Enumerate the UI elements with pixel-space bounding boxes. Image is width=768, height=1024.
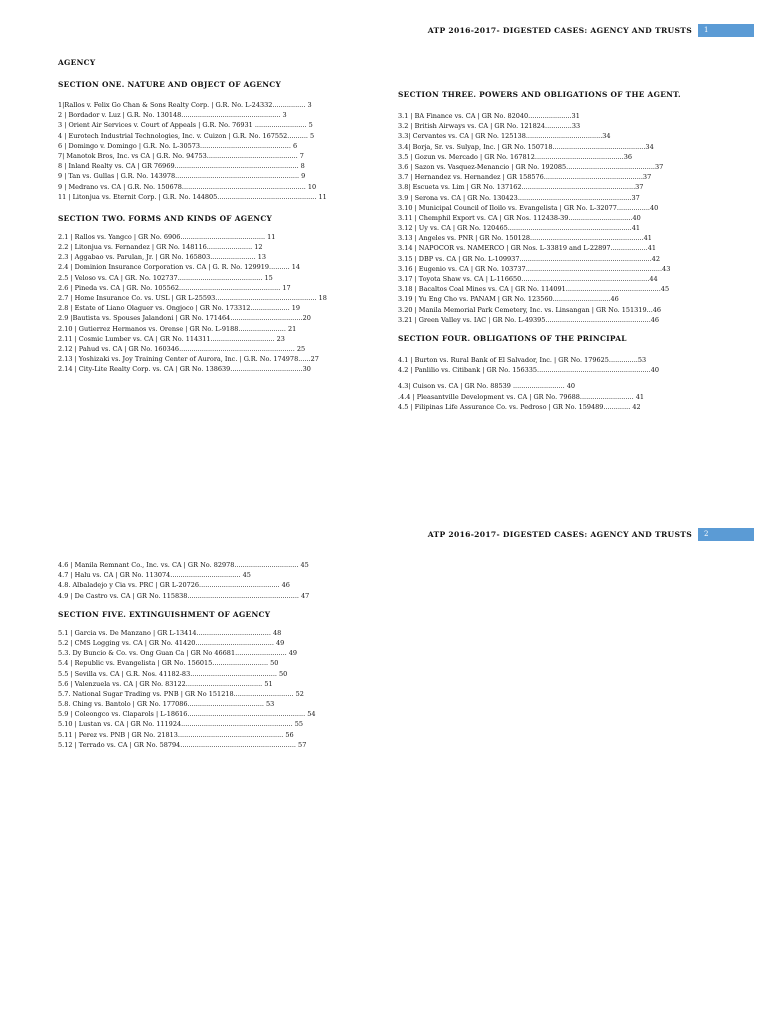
- toc-entry: 2.3 | Aggabao vs. Parulan, Jr. | GR No. 165803...................... 13: [58, 253, 266, 262]
- header-title: ATP 2016-2017- DIGESTED CASES: AGENCY AND TRUSTS: [427, 529, 692, 539]
- toc-entry: 2.5 | Veloso vs. CA | GR. No. 102737......................................... 15: [58, 273, 273, 282]
- toc-entry: 4.8. Albaladejo y Cia vs. PRC | GR L-20726....................................... 46: [58, 581, 290, 590]
- page-number-badge: 2: [698, 528, 754, 541]
- toc-entry: 4.6 | Manila Remnant Co., Inc. vs. CA | GR No. 82978............................... 45: [58, 561, 309, 569]
- section-four-list-continued: [398, 381, 728, 412]
- toc-entry: 5.1 | Garcia vs. De Manzano | GR L-13414.................................... 48: [58, 628, 282, 637]
- toc-entry: 4.1 | Burton vs. Rural Bank of El Salvador, Inc. | GR No. 179625..............53: [398, 355, 647, 364]
- toc-entry: 2.8 | Estate of Liano Olaguer vs. Ongjoco | GR No. 173312................... 19: [58, 304, 301, 313]
- toc-entry: 3.16 | Eugenio vs. CA | GR No. 103737..................................................................43: [398, 264, 671, 273]
- toc-entry: 2.7 | Home Insurance Co. vs. USL | GR L-25593................................................. 18: [58, 294, 327, 302]
- toc-entry: 5.5 | Sevilla vs. CA | G.R. Nos. 41182-83.......................................... 50: [58, 669, 288, 678]
- toc-entry: .4.4 | Pleasantville Development vs. CA | GR No. 79688.......................... 41: [398, 392, 644, 401]
- page-number-badge: 1: [698, 24, 754, 37]
- section-one-list: [58, 100, 376, 202]
- toc-entry: 1|Rallos v. Felix Go Chan & Sons Realty Corp. | G.R. No. L-24332................ 3: [58, 101, 312, 109]
- toc-entry: 3.3| Cervantes vs. CA | GR No. 125138.....................................34: [398, 132, 611, 141]
- toc-entry: 9 | Medrano vs. CA | G.R. No. 150678............................................................ 10: [58, 182, 317, 191]
- toc-entry: 4.3| Cuison vs. CA | GR No. 88539 ......................... 40: [398, 382, 575, 391]
- toc-entry: 4.5 | Filipinas Life Assurance Co. vs. Pedroso | GR No. 159489............. 42: [398, 402, 641, 411]
- toc-entry: 3.11 | Chemphil Export vs. CA | GR Nos. 112438-39...............................40: [398, 213, 641, 222]
- toc-entry: 3.21 | Green Valley vs. IAC | GR No. L-49395...................................................46: [398, 315, 660, 324]
- section-two-list: [58, 232, 376, 375]
- toc-entry: 2.13 | Yoshizaki vs. Joy Training Center of Aurora, Inc. | G.R. No. 174978......27: [58, 355, 319, 364]
- toc-entry: 5.3. Dy Buncio & Co. vs. Ong Guan Ca | GR No 46681......................... 49: [58, 649, 298, 658]
- toc-entry: 2.6 | Pineda vs. CA | GR. No. 105562................................................. 17: [58, 283, 291, 292]
- section-four-list: [398, 355, 728, 375]
- toc-entry: 9 | Tan vs. Gullas | G.R. No. 143978............................................................ 9: [58, 172, 306, 181]
- section-five-heading: SECTION FIVE. EXTINGUISHMENT OF AGENCY: [58, 609, 271, 619]
- toc-entry: 5.12 | Terrado vs. CA | GR No. 58794........................................................ 57: [58, 740, 307, 749]
- toc-entry: 3.13 | Angeles vs. PNR | GR No. 150128.......................................................41: [398, 234, 652, 243]
- toc-entry: 3.14 | NAPOCOR vs. NAMERCO | GR Nos. L-33819 and L-22897..................41: [398, 244, 657, 253]
- document-page-1: [0, 0, 768, 510]
- toc-entry: 5.6 | Valenzuela vs. CA | GR No. 83122..................................... 51: [58, 679, 273, 688]
- toc-entry: 5.2 | CMS Logging vs. CA | GR No. 41420...................................... 49: [58, 638, 285, 647]
- toc-entry: 3.1 | BA Finance vs. CA | GR No. 82040.....................31: [398, 112, 580, 120]
- toc-entry: 11 | Litonjua vs. Eternit Corp. | G.R. No. 144805................................................ 11: [58, 192, 327, 201]
- toc-entry: 3.15 | DBP vs. CA | GR No. L-109937................................................................42: [398, 254, 660, 263]
- toc-entry: 3.19 | Yu Eng Cho vs. PANAM | GR No. 123560............................46: [398, 295, 619, 304]
- toc-entry: 3.6 | Sazon vs. Vasquez-Menancio | GR No. 192085...........................................37: [398, 162, 664, 171]
- toc-entry: 6 | Domingo v. Domingo | G.R. No. L-30573............................................ 6: [58, 141, 298, 150]
- section-two-heading: SECTION TWO. FORMS AND KINDS OF AGENCY: [58, 213, 273, 223]
- toc-entry: 3.18 | Bacaltos Coal Mines vs. CA | GR No. 114091..............................................45: [398, 285, 670, 294]
- section-four-heading: SECTION FOUR. OBLIGATIONS OF THE PRINCIPAL: [398, 333, 627, 343]
- toc-entry: 5.9 | Coleongco vs. Claparols | L-18616......................................................... 54: [58, 710, 316, 719]
- right-column: [398, 90, 728, 412]
- left-column: [58, 560, 376, 750]
- toc-entry: 3.20 | Manila Memorial Park Cemetery, Inc. vs. Linsangan | GR No. 151319...46: [398, 305, 662, 314]
- section-four-list-continued: [58, 560, 376, 601]
- document-page-2: [0, 520, 768, 1024]
- toc-entry: 5.11 | Perez vs. PNB | GR No. 21813................................................... 56: [58, 730, 294, 739]
- left-column: [58, 58, 376, 375]
- toc-entry: 8 | Inland Realty vs. CA | GR 76969............................................................ 8: [58, 162, 305, 171]
- toc-entry: 3.17 | Toyota Shaw vs. CA | L-116650..............................................................44: [398, 275, 658, 283]
- toc-entry: 3.5 | Gozun vs. Mercado | GR No. 167812...........................................36: [398, 152, 632, 161]
- toc-entry: 3.4| Borja, Sr. vs. Sulyap, Inc. | GR No. 150718.............................................34: [398, 142, 654, 151]
- section-three-list: [398, 111, 728, 325]
- toc-entry: 3.12 | Uy vs. CA | GR No. 120465............................................................41: [398, 224, 640, 233]
- toc-entry: 5.8. Ching vs. Bantolo | GR No. 177086..................................... 53: [58, 700, 275, 709]
- toc-entry: 2.2 | Litonjua vs. Fernandez | GR No. 148116...................... 12: [58, 243, 263, 252]
- section-one-heading: SECTION ONE. NATURE AND OBJECT OF AGENCY: [58, 80, 282, 89]
- toc-entry: 2.11 | Cosmic Lumber vs. CA | GR No. 114311............................... 23: [58, 334, 285, 343]
- toc-entry: 2.10 | Gutierrez Hermanos vs. Orense | GR No. L-9188....................... 21: [58, 324, 297, 333]
- toc-entry: 3 | Orient Air Services v. Court of Appeals | G.R. No. 76931 ......................... 5: [58, 121, 313, 130]
- toc-entry: 4 | Eurotech Industrial Technologies, Inc. v. Cuizon | G.R. No. 167552.......... 5: [58, 131, 315, 140]
- toc-entry: 2.14 | City-Lite Realty Corp. vs. CA | GR No. 138639...................................30: [58, 365, 311, 374]
- toc-entry: 2.1 | Rallos vs. Yangco | GR No. 6906......................................... 11: [58, 232, 276, 241]
- toc-entry: 5.7. National Sugar Trading vs. PNB | GR No 151218............................. 52: [58, 689, 304, 698]
- toc-entry: 2.12 | Pahud vs. CA | GR No. 160346........................................................ 25: [58, 344, 306, 353]
- page-header: [428, 24, 754, 36]
- toc-entry: 4.7 | Halu vs. CA | GR No. 113074.................................. 45: [58, 571, 251, 580]
- toc-entry: 3.8| Escueta vs. Lim | GR No. 137162.......................................................37: [398, 183, 644, 192]
- toc-entry: 5.4 | Republic vs. Evangelista | GR No. 156015........................... 50: [58, 659, 279, 668]
- toc-entry: 7| Manotok Bros, Inc. vs CA | G.R. No. 94753............................................ 7: [58, 151, 304, 160]
- toc-entry: 4.9 | De Castro vs. CA | GR No. 115838...................................................... 47: [58, 591, 310, 600]
- toc-entry: 2.9 |Bautista vs. Spouses Jalandoni | GR No. 171464...................................20: [58, 314, 311, 323]
- toc-entry: 3.9 | Serona vs. CA | GR No. 130423.......................................................37: [398, 193, 640, 202]
- toc-entry: 3.10 | Municipal Council of Iloilo vs. Evangelista | GR No. L-32077................40: [398, 203, 659, 212]
- toc-entry: 2 | Bordador v. Luz | G.R. No. 130148................................................ 3: [58, 111, 287, 120]
- section-five-list: [58, 628, 376, 750]
- toc-entry: 5.10 | Lustan vs. CA | GR No. 111924...................................................... 55: [58, 720, 303, 729]
- toc-entry: 2.4 | Dominion Insurance Corporation vs. CA | G. R. No. 129919.......... 14: [58, 263, 301, 272]
- toc-entry: 3.2 | British Airways vs. CA | GR No. 121824.............33: [398, 122, 581, 131]
- toc-entry: 3.7 | Hernandez vs. Hernandez | GR 158576................................................37: [398, 173, 652, 182]
- header-title: ATP 2016-2017- DIGESTED CASES: AGENCY AND TRUSTS: [427, 25, 692, 35]
- section-three-heading: SECTION THREE. POWERS AND OBLIGATIONS OF THE AGENT.: [398, 90, 681, 99]
- document-title: AGENCY: [58, 58, 96, 67]
- toc-entry: 4.2 | Panlilio vs. Citibank | GR No. 156335.......................................................40: [398, 366, 659, 375]
- page-header: [428, 528, 754, 540]
